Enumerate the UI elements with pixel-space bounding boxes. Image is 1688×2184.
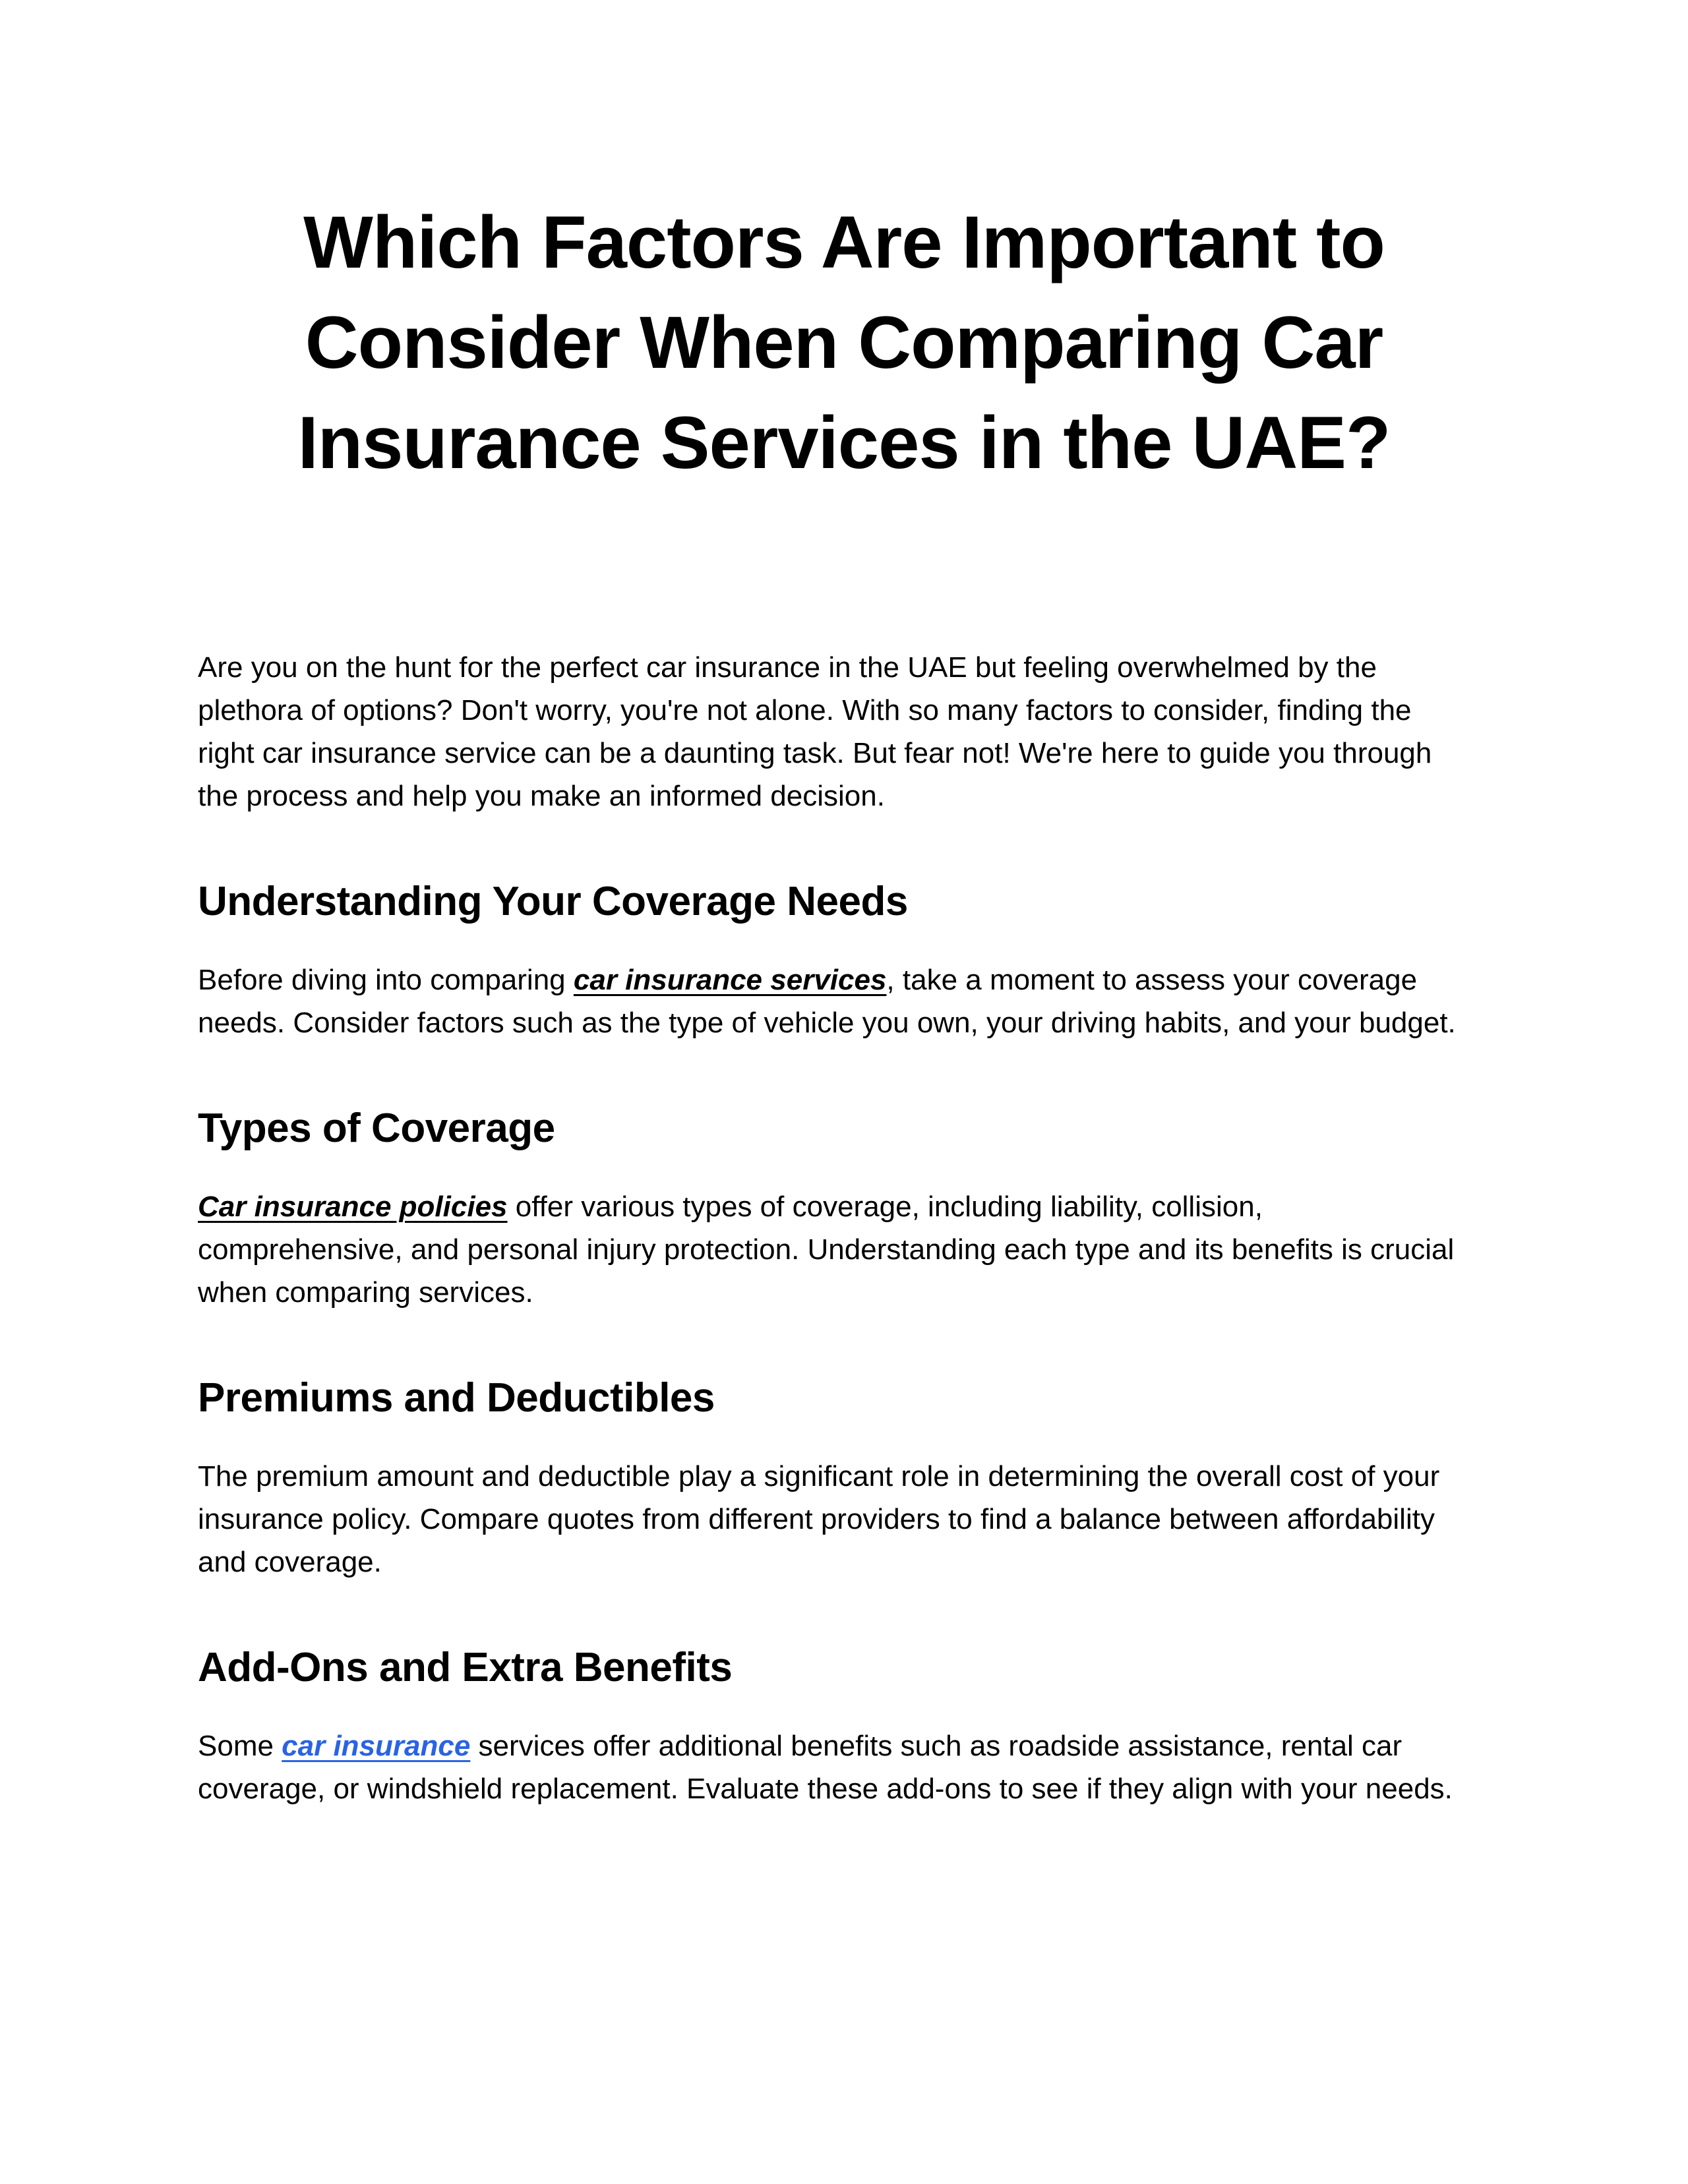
document-title <box>158 192 1530 493</box>
paragraph-text: offer various types of coverage, including liability, collision, comprehensive, and personal injury protection. Understanding each type and its benefits is crucial when comparing services. <box>198 1191 1455 1309</box>
section-heading-add-ons: Add-Ons and Extra Benefits <box>198 1645 733 1690</box>
title-line-3: Insurance Services in the UAE? <box>297 401 1391 484</box>
section-heading-types-of-coverage: Types of Coverage <box>198 1106 555 1151</box>
section-heading-coverage-needs: Understanding Your Coverage Needs <box>198 879 908 924</box>
section-paragraph-coverage-needs <box>198 959 1470 1044</box>
intro-paragraph: Are you on the hunt for the perfect car insurance in the UAE but feeling overwhelmed by the plethora of options? Don't worry, you're not alone. With so many factors to consider, finding the right car insurance service can be a daunting task. But fear not! We're here to guide you through the process and help you make an informed decision. <box>198 651 1432 812</box>
paragraph-text: Before diving into comparing <box>198 964 574 996</box>
paragraph-text: services offer additional benefits such as roadside assistance, rental car coverage, or windshield replacement. Evaluate these add-ons to see if they align with your needs. <box>198 1730 1453 1805</box>
car-insurance-services-link[interactable]: car insurance services <box>573 964 887 996</box>
section-paragraph-add-ons <box>198 1725 1470 1810</box>
section-paragraph-types-of-coverage <box>198 1185 1470 1314</box>
document-body <box>198 646 1470 1810</box>
car-insurance-policies-link[interactable]: Car insurance policies <box>198 1191 508 1223</box>
title-line-2: Consider When Comparing Car <box>305 301 1383 384</box>
title-line-1: Which Factors Are Important to <box>303 201 1385 283</box>
section-paragraph-premiums-deductibles: The premium amount and deductible play a significant role in determining the overall cost of your insurance policy. Compare quotes from different providers to find a balance between affordability and coverage. <box>198 1460 1440 1578</box>
paragraph-text: , take a moment to assess your coverage needs. Consider factors such as the type of vehicle you own, your driving habits, and your budget. <box>198 964 1456 1039</box>
paragraph-text: Some <box>198 1730 282 1762</box>
section-heading-premiums-deductibles: Premiums and Deductibles <box>198 1375 715 1421</box>
car-insurance-link[interactable]: car insurance <box>282 1730 471 1762</box>
